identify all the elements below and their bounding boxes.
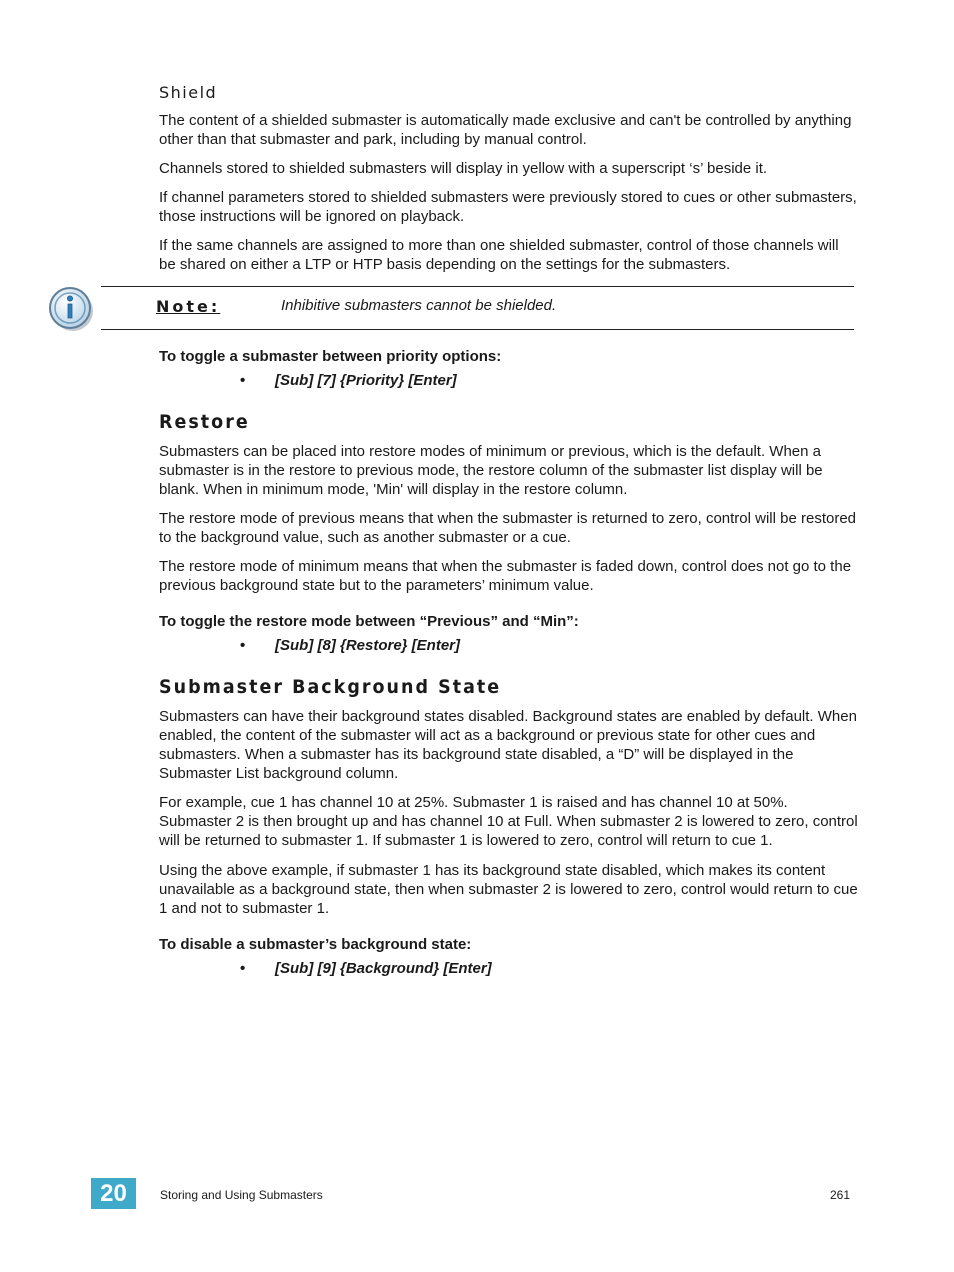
- note-top-rule: [101, 286, 854, 287]
- footer-section-title: Storing and Using Submasters: [160, 1188, 323, 1202]
- paragraph: The content of a shielded submaster is automatically made exclusive and can't be controlled by anything other than that submaster and park, including by manual control.: [159, 112, 852, 148]
- page-number: 261: [830, 1188, 851, 1202]
- paragraph: Submasters can be placed into restore modes of minimum or previous, which is the default. When a submaster is in the restore to previous mode, the restore column of the submaster list display will be blank. When in minimum mode, 'Min' will display in the restore column.: [159, 443, 823, 498]
- step-text: [Sub] [8] {Restore} [Enter]: [275, 637, 461, 654]
- bullet-glyph: •: [240, 960, 246, 977]
- step-text: [Sub] [7] {Priority} [Enter]: [275, 372, 457, 389]
- chapter-number-badge: 20: [91, 1178, 136, 1209]
- section-heading-shield: Shield: [159, 83, 218, 102]
- bullet-glyph: •: [240, 637, 246, 654]
- paragraph: If the same channels are assigned to more than one shielded submaster, control of those channels will be shared on either a LTP or HTP basis depending on the settings for the submasters.: [159, 237, 839, 273]
- paragraph: Using the above example, if submaster 1 has its background state disabled, which makes its content unavailable as a background state, then when submaster 2 is lowered to zero, control would return to cue 1 and not to submaster 1.: [159, 862, 858, 917]
- procedure-title: To toggle the restore mode between “Previous” and “Min”:: [159, 613, 579, 630]
- section-heading-restore: Restore: [159, 411, 250, 433]
- paragraph: If channel parameters stored to shielded submasters were previously stored to cues or other submasters, those instructions will be ignored on playback.: [159, 189, 857, 225]
- paragraph: Submasters can have their background states disabled. Background states are enabled by default. When enabled, the content of the submaster will act as a background or previous state for other cues and submasters. When a submaster has its background state disabled, a “D” will be displayed in the Submaster List background column.: [159, 708, 857, 782]
- procedure-title: To toggle a submaster between priority options:: [159, 348, 502, 365]
- procedure-step: [240, 960, 492, 977]
- bullet-glyph: •: [240, 372, 246, 389]
- note-label: Note:: [156, 297, 221, 316]
- note-text: Inhibitive submasters cannot be shielded.: [281, 297, 557, 314]
- paragraph: Channels stored to shielded submasters will display in yellow with a superscript ‘s’ beside it.: [159, 160, 768, 177]
- procedure-title: To disable a submaster’s background state:: [159, 936, 472, 953]
- procedure-step: [240, 637, 460, 654]
- procedure-step: [240, 372, 457, 389]
- section-heading-background: Submaster Background State: [159, 676, 502, 698]
- step-text: [Sub] [9] {Background} [Enter]: [275, 960, 492, 977]
- paragraph: The restore mode of previous means that when the submaster is returned to zero, control will be restored to the background value, such as another submaster or a cue.: [159, 510, 857, 546]
- info-icon: [48, 285, 96, 333]
- note-bottom-rule: [101, 329, 854, 330]
- paragraph: The restore mode of minimum means that when the submaster is faded down, control does not go to the previous background state but to the parameters’ minimum value.: [159, 558, 852, 594]
- paragraph: For example, cue 1 has channel 10 at 25%. Submaster 1 is raised and has channel 10 at 50%. Submaster 2 is then brought up and has channel 10 at Full. When submaster 2 is lowered to zero, control will be returned to submaster 1. If submaster 1 is lowered to zero, control will return to cue 1.: [159, 794, 858, 849]
